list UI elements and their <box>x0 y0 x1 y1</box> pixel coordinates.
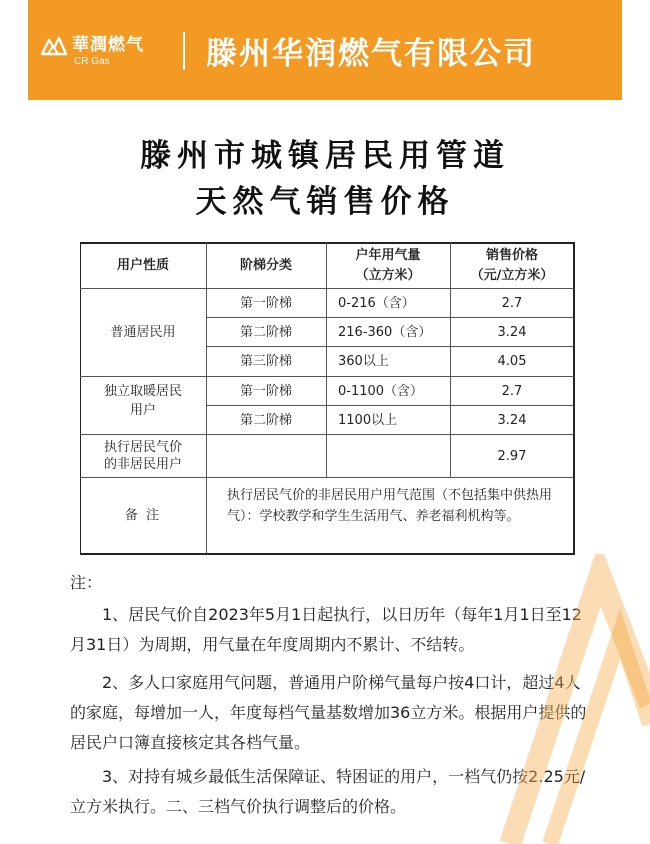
table-cell-tier: 第一阶梯 <box>239 295 292 311</box>
table-cell-price: 2.97 <box>497 448 527 464</box>
table-cell-price: 2.7 <box>501 383 523 399</box>
price-table <box>80 242 574 555</box>
logo-english-name: CR Gas <box>74 56 110 67</box>
header-band <box>28 0 622 100</box>
remark-text: 执行居民气价的非居民用户用气范围（不包括集中供热用气）：学校教学和学生生活用气、养老福利机构等。 <box>227 488 553 524</box>
table-cell-tier: 第二阶梯 <box>239 324 292 340</box>
flame-logo-icon <box>40 34 68 56</box>
header-volume-line2: （立方米） <box>355 267 421 283</box>
group-ordinary-resident: 普通居民用 <box>110 325 176 340</box>
logo-chinese-name: 華潤燃气 <box>72 35 144 55</box>
table-cell-range: 360以上 <box>338 354 389 369</box>
header-price-line1: 销售价格 <box>485 247 538 263</box>
notes-label: 注： <box>70 573 103 592</box>
header-divider <box>183 32 185 70</box>
table-cell-range: 216-360（含） <box>338 324 432 340</box>
header-tier: 阶梯分类 <box>239 257 292 273</box>
header-user-type: 用户性质 <box>116 257 169 273</box>
header-volume-line1: 户年用气量 <box>355 247 421 263</box>
table-cell-range: 1100以上 <box>338 412 398 428</box>
table-cell-range: 0-216（含） <box>338 295 415 311</box>
note-item-1: 1、居民气价自2023年5月1日起执行，以日历年（每年1月1日至12月31日）为周期，用气量在年度周期内不累计、不结转。 <box>70 605 582 654</box>
group-nonresident-line1: 执行居民气价 <box>103 439 182 455</box>
decorative-chevrons <box>480 554 650 844</box>
table-cell-price: 3.24 <box>497 324 527 340</box>
company-logo <box>40 30 190 74</box>
table-cell-tier: 第三阶梯 <box>239 354 292 369</box>
group-heating-line1: 独立取暖居民 <box>103 383 182 399</box>
note-item-2: 2、多人口家庭用气问题，普通用户阶梯气量每户按4口计，超过4人的家庭，每增加一人，年度每档气量基数增加36立方米。根据用户提供的居民户口簿直接核定其各档气量。 <box>70 673 587 752</box>
table-cell-range: 0-1100（含） <box>338 383 424 399</box>
company-name: 滕州华润燃气有限公司 <box>206 36 536 72</box>
page-title-line2: 天然气销售价格 <box>195 184 455 220</box>
group-heating-line2: 用户 <box>129 402 156 418</box>
table-cell-tier: 第一阶梯 <box>239 383 292 399</box>
table-cell-price: 3.24 <box>497 412 527 428</box>
table-cell-tier: 第二阶梯 <box>239 412 292 428</box>
note-item-3: 3、对持有城乡最低生活保障证、特困证的用户，一档气仍按2.25元/立方米执行。二、三档气价执行调整后的价格。 <box>70 767 586 816</box>
group-nonresident-line2: 的非居民用户 <box>103 456 182 472</box>
remark-label: 备 注 <box>124 508 162 523</box>
page-title-line1: 滕州市城镇居民用管道 <box>140 138 510 174</box>
header-price-line2: （元/立方米） <box>470 267 554 283</box>
table-cell-price: 2.7 <box>501 295 523 311</box>
table-cell-price: 4.05 <box>497 354 527 369</box>
